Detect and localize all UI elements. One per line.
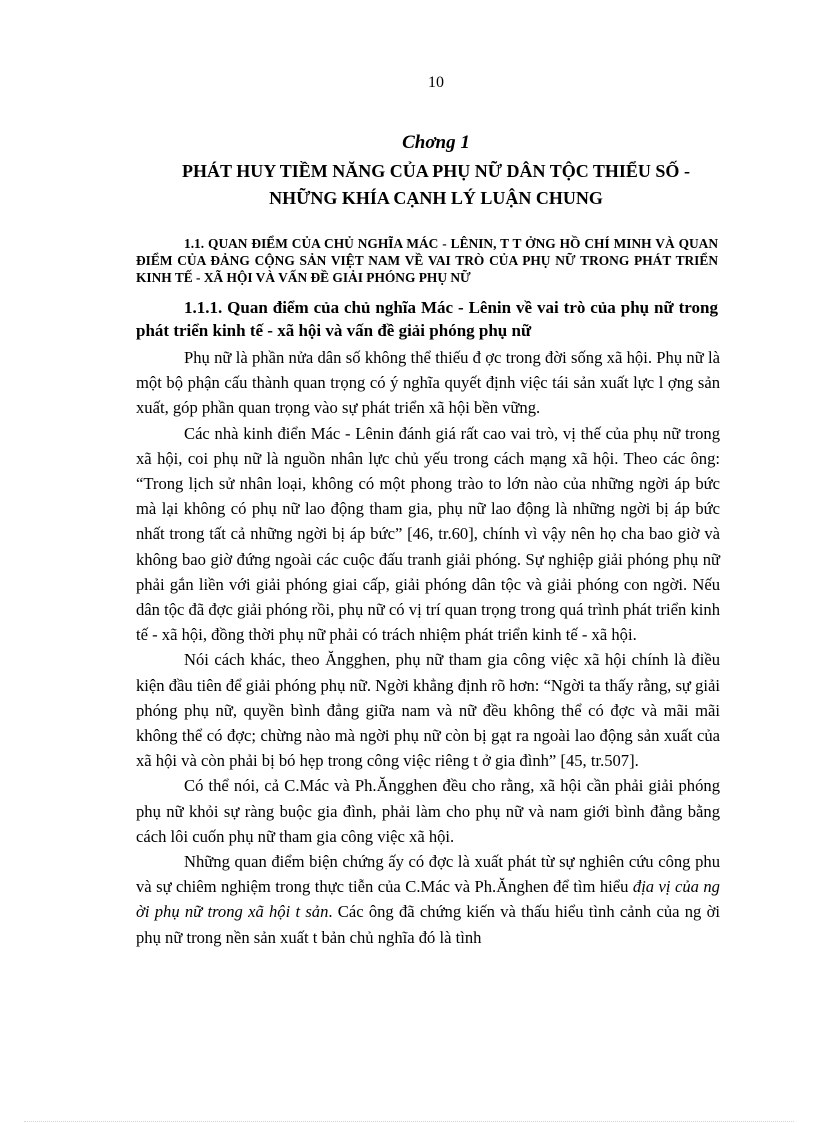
paragraph: Phụ nữ là phần nửa dân số không thể thiếu đ ợc trong đời sống xã hội. Phụ nữ là một bộ phận cấu thành quan trọng có ý nghĩa quyết định việc tái sản xuất lực l ợng sản xuất, góp phần quan trọng vào sự phát triển xã hội bền vững.	[136, 348, 720, 418]
paragraph: Nói cách khác, theo Ăngghen, phụ nữ tham gia công việc xã hội chính là điều kiện đầu tiên để giải phóng phụ nữ. Ngời khẳng định rõ hơn: “Ngời ta thấy rằng, sự giải phóng phụ nữ, quyền bình đẳng giữa nam và nữ đều không thể có đợc và mãi mãi không thể có đợc; chừng nào mà ngời phụ nữ còn bị gạt ra ngoài lao động sản xuất của xã hội và còn phải bị bó hẹp trong công việc riêng t ở gia đình” [45, tr.507].	[136, 650, 720, 771]
paragraph-text: . Các ông đã chứng kiến và thấu hiểu tình cảnh của ng ời phụ nữ trong nền sản xuất t bản chủ nghĩa đó là tình	[136, 902, 720, 947]
chapter-title	[0, 158, 816, 212]
paragraph-text: Những quan điểm biện chứng ấy có đợc là xuất phát từ sự nghiên cứu công phu và sự chiêm nghiệm trong thực tiễn của C.Mác và Ph.Ănghen để tìm hiểu	[136, 852, 720, 897]
section-heading: 1.1. QUAN ĐIỂM CỦA CHỦ NGHĨA MÁC - LÊNIN, T T ỞNG HỒ CHÍ MINH VÀ QUAN ĐIỂM CỦA ĐẢNG CỘNG SẢN VIỆT NAM VỀ VAI TRÒ CỦA PHỤ NỮ TRONG PHÁT TRIỂN KINH TẾ - XÃ HỘI VÀ VẤN ĐỀ GIẢI PHÓNG PHỤ NỮ	[136, 236, 718, 285]
chapter-title-line-2: NHỮNG KHÍA CẠNH LÝ LUẬN CHUNG	[269, 188, 603, 208]
chapter-title-line-1: PHÁT HUY TIỀM NĂNG CỦA PHỤ NỮ DÂN TỘC THIỂU SỐ -	[182, 161, 690, 181]
paragraph-last	[136, 849, 720, 950]
chapter-label: Chơng 1	[402, 132, 470, 153]
paragraph: Có thể nói, cả C.Mác và Ph.Ăngghen đều cho rằng, xã hội cần phải giải phóng phụ nữ khỏi sự ràng buộc gia đình, phải làm cho phụ nữ và nam giới bình đẳng bằng cách lôi cuốn phụ nữ tham gia công việc xã hội.	[136, 776, 720, 846]
page-number: 10	[428, 74, 444, 91]
page-footer-rule	[24, 1121, 794, 1122]
italic-phrase: địa vị của ng ời phụ nữ trong xã hội t sản	[136, 877, 720, 922]
subsection-heading: 1.1.1. Quan điểm của chủ nghĩa Mác - Lênin về vai trò của phụ nữ trong phát triển kinh tế - xã hội và vấn đề giải phóng phụ nữ	[136, 298, 718, 340]
paragraph: Các nhà kinh điển Mác - Lênin đánh giá rất cao vai trò, vị thế của phụ nữ trong xã hội, coi phụ nữ là nguồn nhân lực chủ yếu trong cách mạng xã hội. Theo các ông: “Trong lịch sử nhân loại, không có một phong trào to lớn nào của những ngời áp bức mà lại không có phụ nữ lao động tham gia, phụ nữ lao động là những ngời bị áp bức nhất trong tất cả những ngời bị áp bức” [46, tr.60], chính vì vậy nên họ cha bao giờ và không bao giờ đứng ngoài các cuộc đấu tranh giải phóng. Sự nghiệp giải phóng phụ nữ phải gắn liền với giải phóng giai cấp, giải phóng dân tộc và giải phóng con ngời. Nếu dân tộc đã đợc giải phóng rồi, phụ nữ có vị trí quan trọng trong quá trình phát triển kinh tế - xã hội, đồng thời phụ nữ phải có trách nhiệm phát triển kinh tế - xã hội.	[136, 423, 720, 645]
body-text	[136, 345, 720, 950]
